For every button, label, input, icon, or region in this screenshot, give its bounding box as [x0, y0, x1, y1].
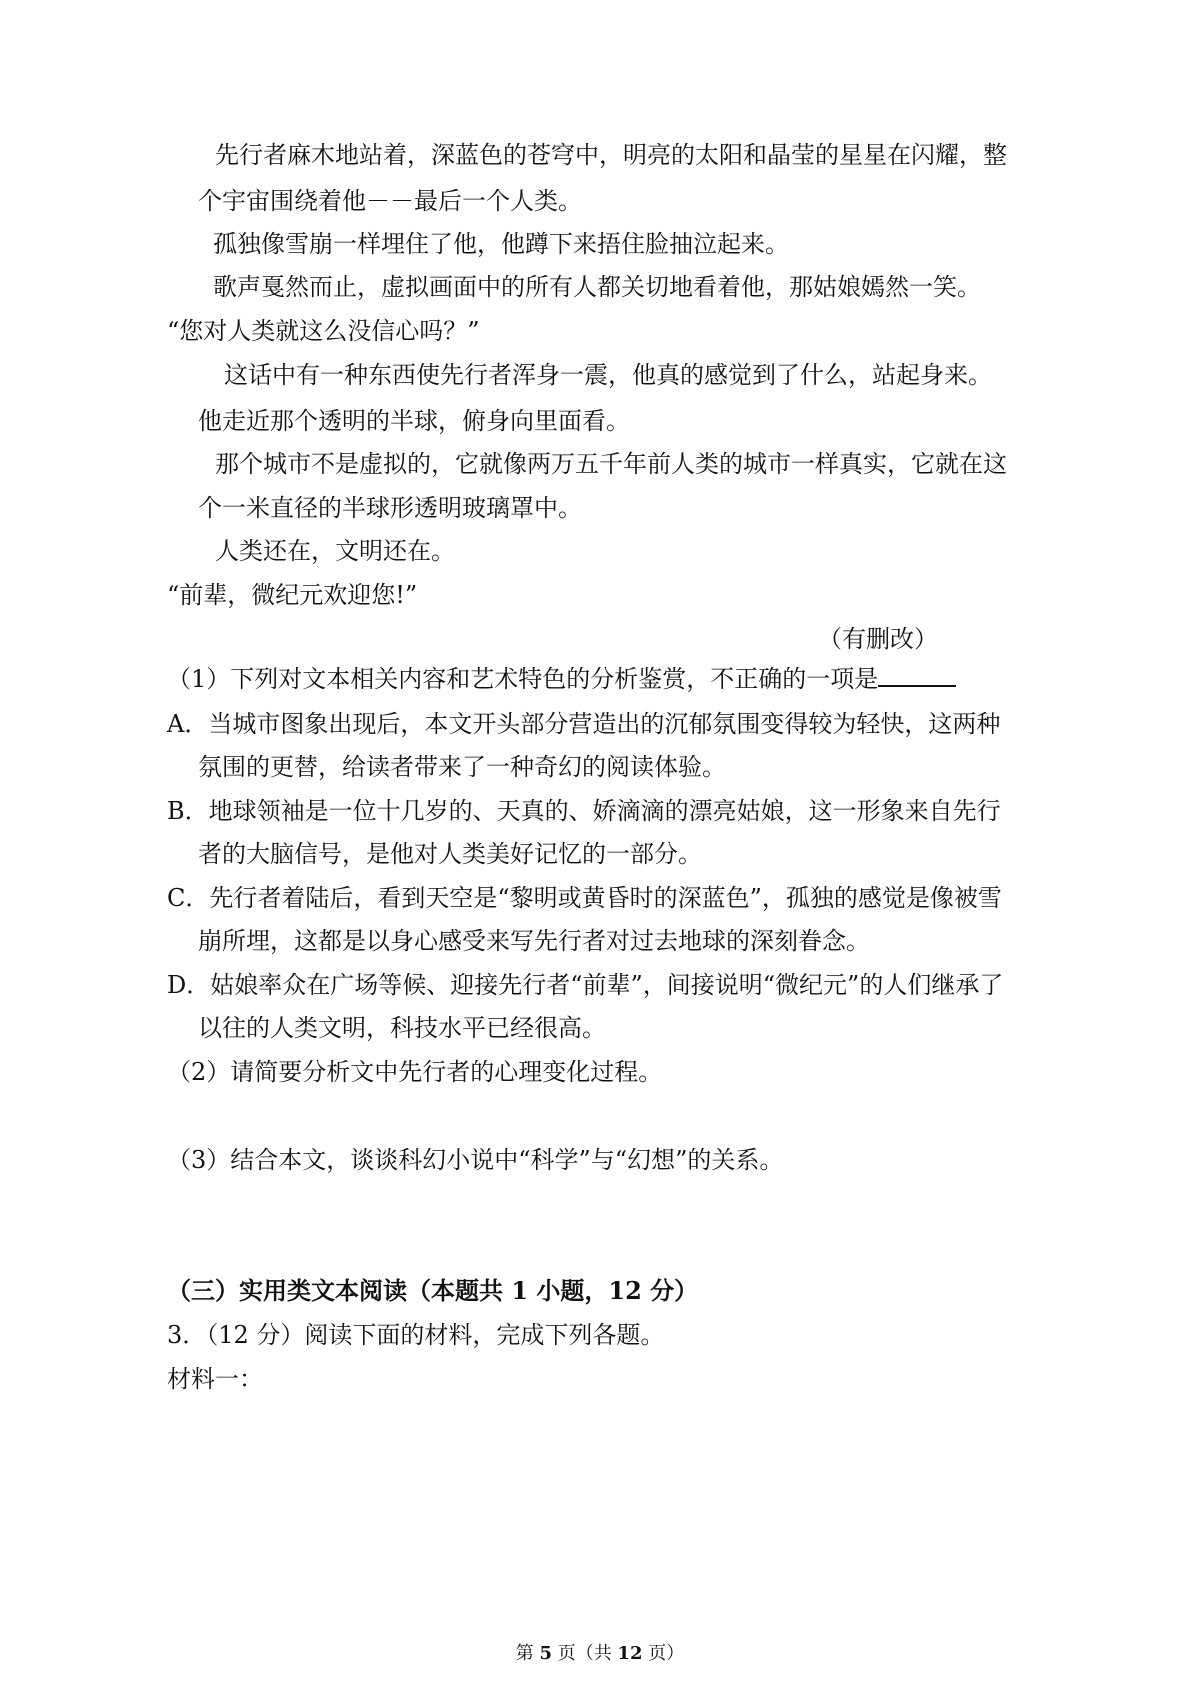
question-1-text: （1）下列对文本相关内容和艺术特色的分析鉴赏，不正确的一项是	[167, 665, 879, 693]
story-p1-line1: 先行者麻木地站着，深蓝色的苍穹中，明亮的太阳和晶莹的星星在闪耀，整	[215, 141, 1007, 169]
option-c-line2: 崩所埋，这都是以身心感受来写先行者对过去地球的深刻眷念。	[198, 927, 870, 955]
story-p8: “前辈，微纪元欢迎您!”	[167, 581, 418, 609]
total-pages: 12	[617, 1643, 643, 1664]
option-a-line2: 氛围的更替，给读者带来了一种奇幻的阅读体验。	[198, 753, 726, 781]
footer-suffix: 页）	[642, 1643, 685, 1664]
option-a-line1: A．当城市图象出现后，本文开头部分营造出的沉郁氛围变得较为轻快，这两种	[167, 710, 1001, 738]
material-1-label: 材料一：	[167, 1365, 263, 1393]
question-3: （3）结合本文，谈谈科幻小说中“科学”与“幻想”的关系。	[167, 1146, 784, 1174]
story-p3: 歌声戛然而止，虚拟画面中的所有人都关切地看着他，那姑娘嫣然一笑。	[213, 273, 981, 301]
story-p6-line1: 那个城市不是虚拟的，它就像两万五千年前人类的城市一样真实，它就在这	[215, 450, 1007, 478]
story-p4: “您对人类就这么没信心吗？”	[167, 317, 480, 345]
section-3-heading: （三）实用类文本阅读（本题共 1 小题，12 分）	[167, 1276, 699, 1305]
story-p6-line2: 个一米直径的半球形透明玻璃罩中。	[198, 494, 582, 522]
current-page-number: 5	[539, 1643, 552, 1664]
option-b-line2: 者的大脑信号，是他对人类美好记忆的一部分。	[198, 840, 702, 868]
footer-prefix: 第	[515, 1643, 540, 1664]
option-b-line1: B．地球领袖是一位十几岁的、天真的、娇滴滴的漂亮姑娘，这一形象来自先行	[167, 797, 1001, 825]
option-d-line2: 以往的人类文明，科技水平已经很高。	[198, 1014, 606, 1042]
revision-note: （有删改）	[818, 625, 938, 653]
question-2: （2）请简要分析文中先行者的心理变化过程。	[167, 1058, 663, 1086]
option-c-line1: C．先行者着陆后，看到天空是“黎明或黄昏时的深蓝色”，孤独的感觉是像被雪	[167, 884, 1002, 912]
question-1	[167, 663, 956, 695]
story-p5-line1: 这话中有一种东西使先行者浑身一震，他真的感觉到了什么，站起身来。	[224, 361, 992, 389]
story-p1-line2: 个宇宙围绕着他－－最后一个人类。	[198, 187, 582, 215]
page-footer	[0, 1642, 1200, 1666]
story-p7: 人类还在，文明还在。	[215, 537, 455, 565]
story-p5-line2: 他走近那个透明的半球，俯身向里面看。	[198, 407, 630, 435]
section-3-item: 3．（12 分）阅读下面的材料，完成下列各题。	[167, 1321, 665, 1349]
story-p2: 孤独像雪崩一样埋住了他，他蹲下来捂住脸抽泣起来。	[213, 230, 789, 258]
option-d-line1: D．姑娘率众在广场等候、迎接先行者“前辈”，间接说明“微纪元”的人们继承了	[167, 971, 1004, 999]
footer-middle: 页（共	[552, 1643, 618, 1664]
answer-blank	[878, 663, 956, 687]
